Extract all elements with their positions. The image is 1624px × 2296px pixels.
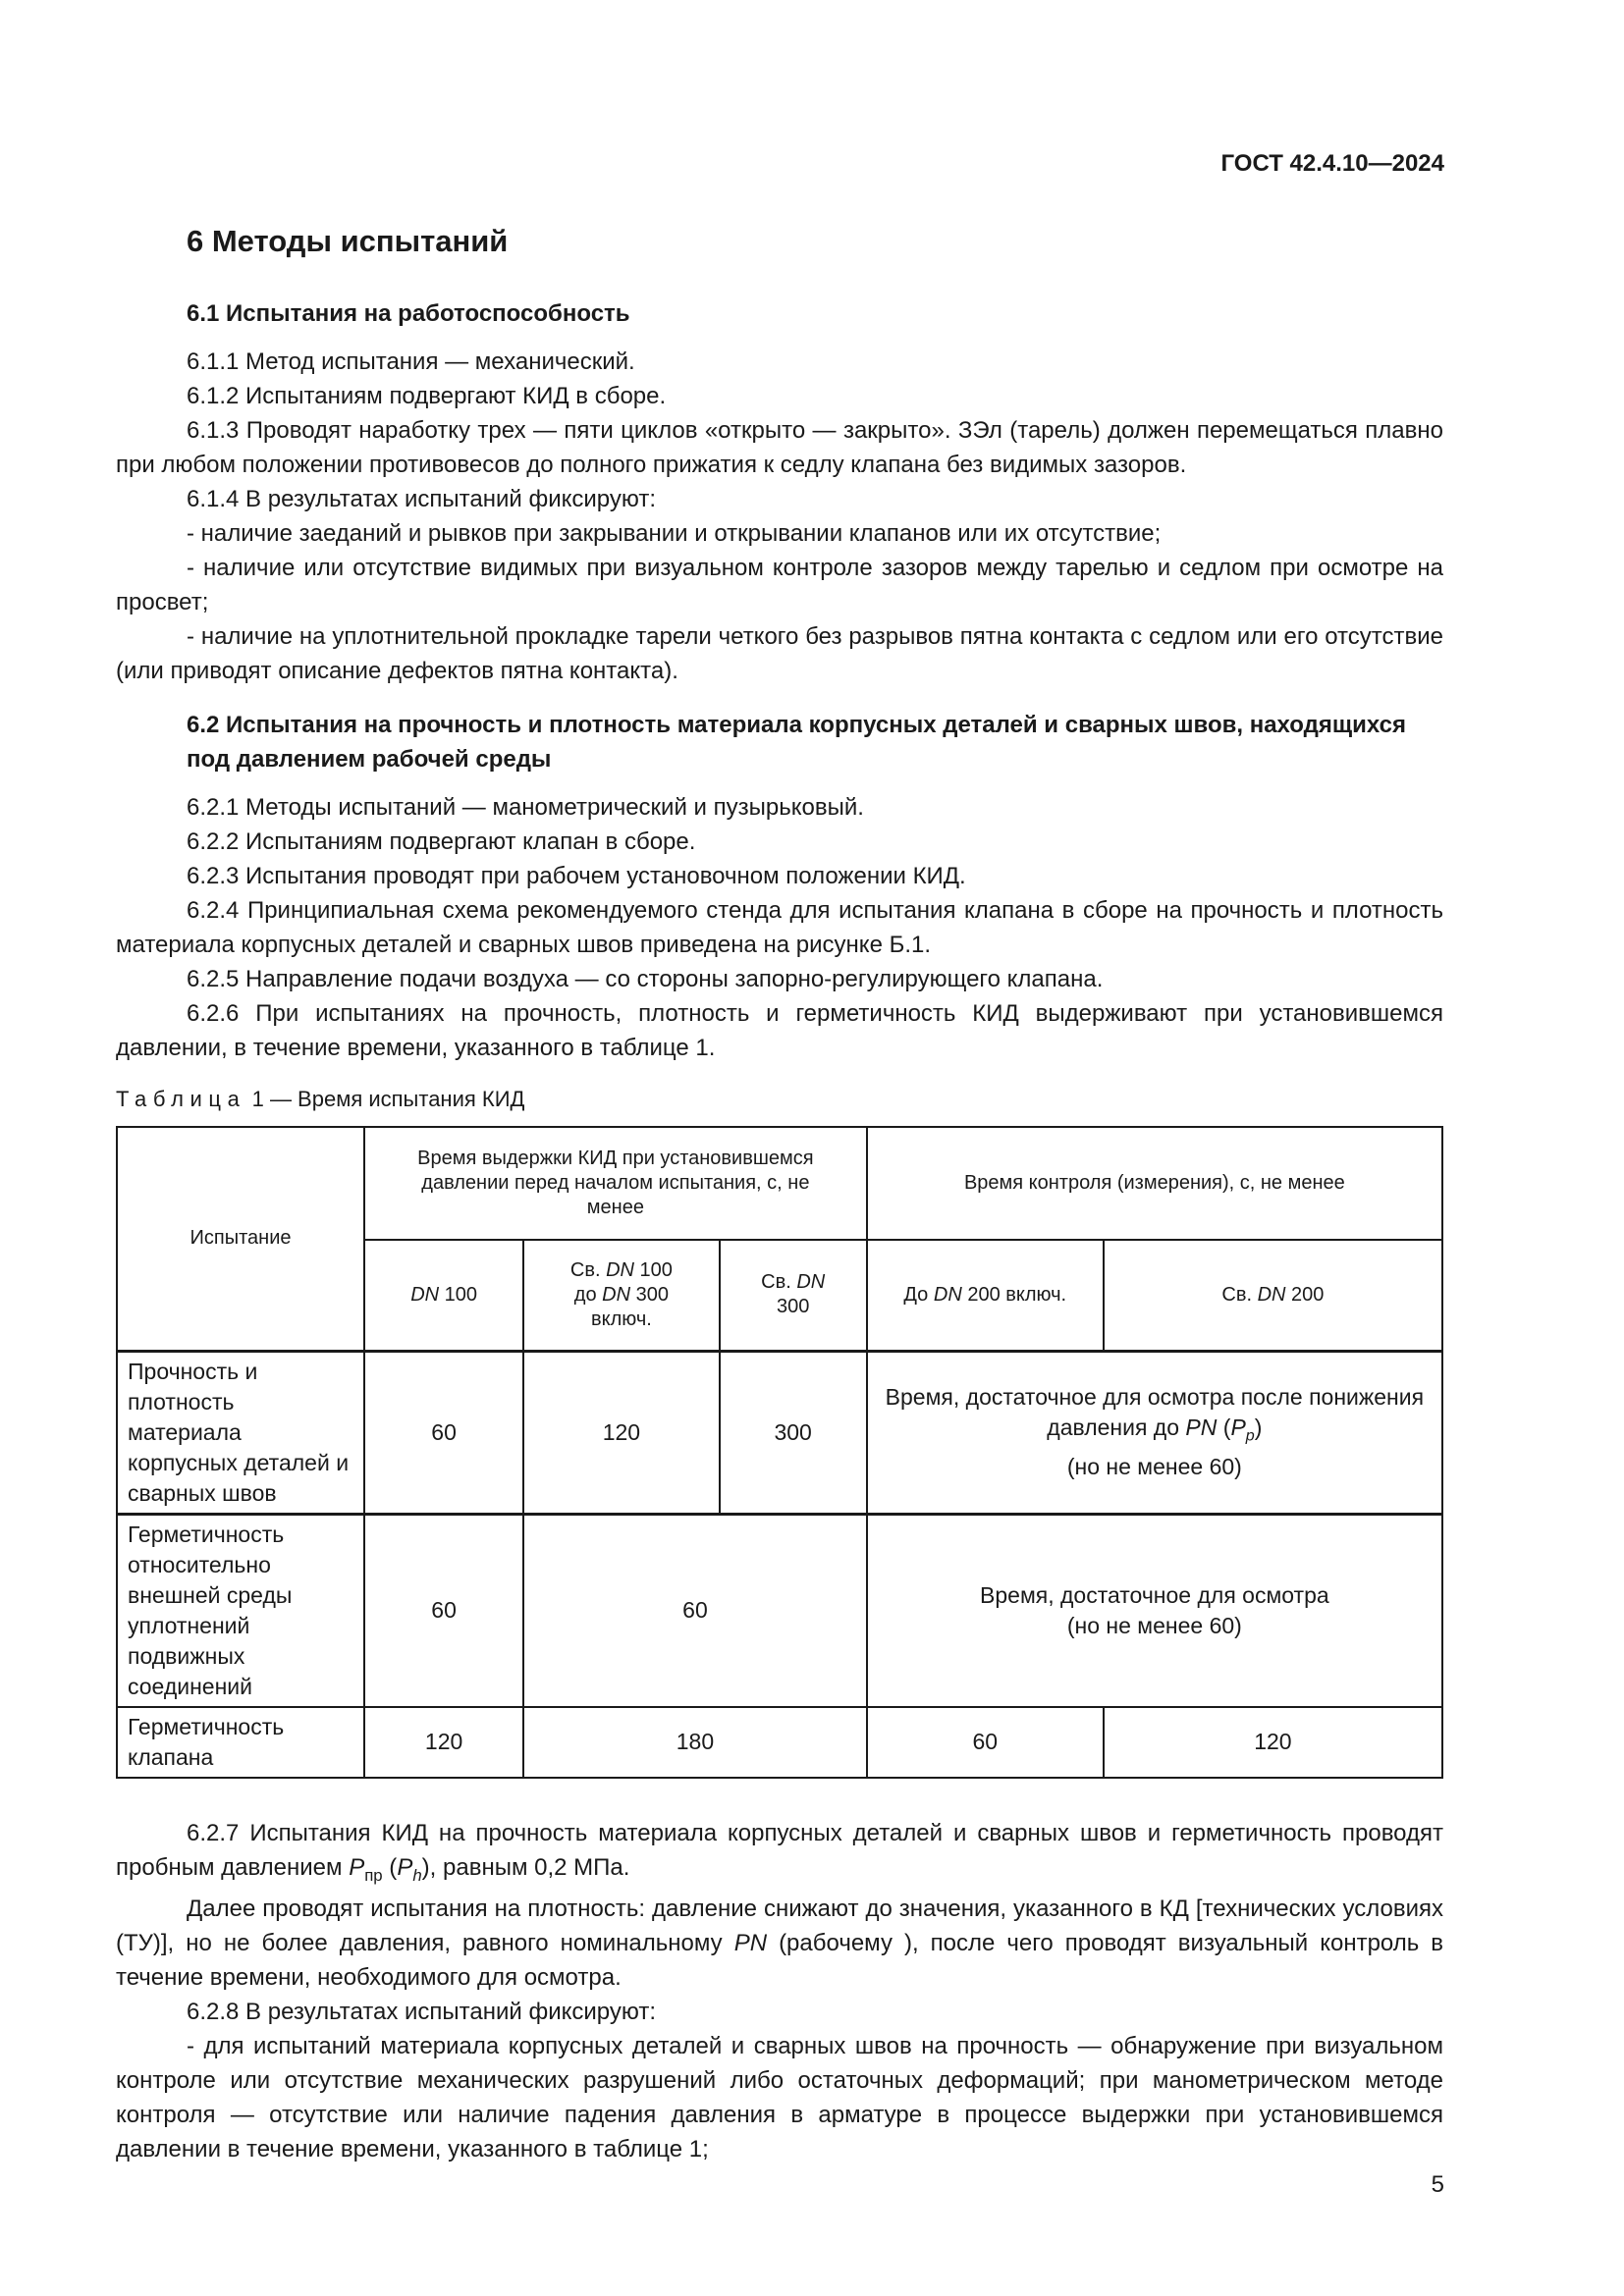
subsection-title-6-2: 6.2 Испытания на прочность и плотность материала корпусных деталей и сварных швов, находящихся под давлением рабочей среды bbox=[187, 712, 1406, 773]
row-name: Герметичность относительно внешней среды уплотнений подвижных соединений bbox=[117, 1514, 364, 1707]
cell-value: 60 bbox=[523, 1514, 867, 1707]
cell-control-time: Время, достаточное для осмотра (но не менее 60) bbox=[867, 1514, 1442, 1707]
cell-value: 300 bbox=[720, 1351, 867, 1514]
page-number: 5 bbox=[1431, 2171, 1444, 2198]
cell-value: 60 bbox=[364, 1514, 523, 1707]
paragraph-density-test: Далее проводят испытания на плотность: давление снижают до значения, указанного в КД [технических условиях (ТУ)], но не более давления, равного номинальному PN (рабочему ), после чего проводят визуальный контроль в течение времени, необходимого для осмотра. bbox=[116, 1896, 1444, 1992]
paragraph-6-1-2: 6.1.2 Испытаниям подвергают КИД в сборе. bbox=[187, 383, 667, 409]
paragraph-6-2-8: 6.2.8 В результатах испытаний фиксируют: bbox=[187, 1999, 657, 2026]
header-upto-dn200: До DN 200 включ. bbox=[867, 1240, 1104, 1351]
list-item: - для испытаний материала корпусных деталей и сварных швов на прочность — обнаружение при визуальном контроле или отсутствие механических разрушений либо остаточных деформаций; при манометрическом методе контроля — отсутствие или наличие падения давления в арматуре в процессе выдержки при установившемся давлении в течение времени, указанного в таблице 1; bbox=[116, 2033, 1443, 2163]
cell-value: 120 bbox=[364, 1707, 523, 1778]
cell-value: 60 bbox=[364, 1351, 523, 1514]
paragraph-6-2-6: 6.2.6 При испытаниях на прочность, плотность и герметичность КИД выдерживают при установившемся давлении, в течение времени, указанного в таблице 1. bbox=[116, 1000, 1443, 1061]
header-hold-time: Время выдержки КИД при установившемся давлении перед началом испытания, с, не менее bbox=[364, 1127, 867, 1240]
table-row bbox=[117, 1351, 1442, 1514]
table-row bbox=[117, 1707, 1442, 1778]
header-dn100-300: Св. DN 100 до DN 300 включ. bbox=[523, 1240, 719, 1351]
header-control-time: Время контроля (измерения), с, не менее bbox=[867, 1127, 1442, 1240]
test-time-table bbox=[116, 1126, 1443, 1779]
paragraph-6-2-2: 6.2.2 Испытаниям подвергают клапан в сборе. bbox=[187, 828, 696, 855]
cell-value: 60 bbox=[867, 1707, 1104, 1778]
cell-value: 180 bbox=[523, 1707, 867, 1778]
row-name: Прочность и плотность материала корпусных деталей и сварных швов bbox=[117, 1351, 364, 1514]
paragraph-6-2-4: 6.2.4 Принципиальная схема рекомендуемого стенда для испытания клапана в сборе на прочность и плотность материала корпусных деталей и сварных швов приведена на рисунке Б.1. bbox=[116, 897, 1443, 958]
paragraph-6-2-3: 6.2.3 Испытания проводят при рабочем установочном положении КИД. bbox=[187, 863, 966, 889]
list-item: - наличие заеданий и рывков при закрывании и открывании клапанов или их отсутствие; bbox=[187, 520, 1162, 547]
table-row bbox=[117, 1514, 1442, 1707]
paragraph-6-1-3: 6.1.3 Проводят наработку трех — пяти циклов «открыто — закрыто». ЗЭл (тарель) должен перемещаться плавно при любом положении противовесов до полного прижатия к седлу клапана без видимых зазоров. bbox=[116, 417, 1443, 478]
document-code: ГОСТ 42.4.10—2024 bbox=[1220, 150, 1444, 177]
list-item: - наличие или отсутствие видимых при визуальном контроле зазоров между тарелью и седлом при осмотре на просвет; bbox=[116, 555, 1443, 615]
cell-value: 120 bbox=[1104, 1707, 1442, 1778]
row-name: Герметичность клапана bbox=[117, 1707, 364, 1778]
paragraph-6-2-1: 6.2.1 Методы испытаний — манометрический и пузырьковый. bbox=[187, 794, 864, 821]
cell-control-time: Время, достаточное для осмотра после понижения давления до PN $(P_p)$ (но не менее 60) bbox=[867, 1351, 1442, 1514]
table-caption-word: Таблица bbox=[116, 1087, 246, 1111]
list-item: - наличие на уплотнительной прокладке тарели четкого без разрывов пятна контакта с седлом или его отсутствие (или приводят описание дефектов пятна контакта). bbox=[116, 623, 1443, 684]
header-test: Испытание bbox=[117, 1127, 364, 1351]
table-caption-text: 1 — Время испытания КИД bbox=[251, 1087, 525, 1111]
page-content bbox=[116, 222, 1443, 2166]
table-caption bbox=[116, 1085, 1443, 1114]
subsection-title-6-1: 6.1 Испытания на работоспособность bbox=[187, 300, 630, 327]
paragraph-6-1-1: 6.1.1 Метод испытания — механический. bbox=[187, 348, 635, 375]
paragraph-6-1-4: 6.1.4 В результатах испытаний фиксируют: bbox=[187, 486, 657, 512]
cell-value: 120 bbox=[523, 1351, 719, 1514]
section-title: 6 Методы испытаний bbox=[187, 224, 509, 258]
header-over-dn300: Св. DN 300 bbox=[720, 1240, 867, 1351]
header-dn100: DN 100 bbox=[364, 1240, 523, 1351]
paragraph-6-2-7: 6.2.7 Испытания КИД на прочность материала корпусных деталей и сварных швов и герметичность проводят пробным давлением $P_{пр}$ $(P_h)$, равным 0,2 МПа. bbox=[116, 1819, 1443, 1885]
paragraph-6-2-5: 6.2.5 Направление подачи воздуха — со стороны запорно-регулирующего клапана. bbox=[187, 966, 1104, 992]
header-over-dn200: Св. DN 200 bbox=[1104, 1240, 1442, 1351]
